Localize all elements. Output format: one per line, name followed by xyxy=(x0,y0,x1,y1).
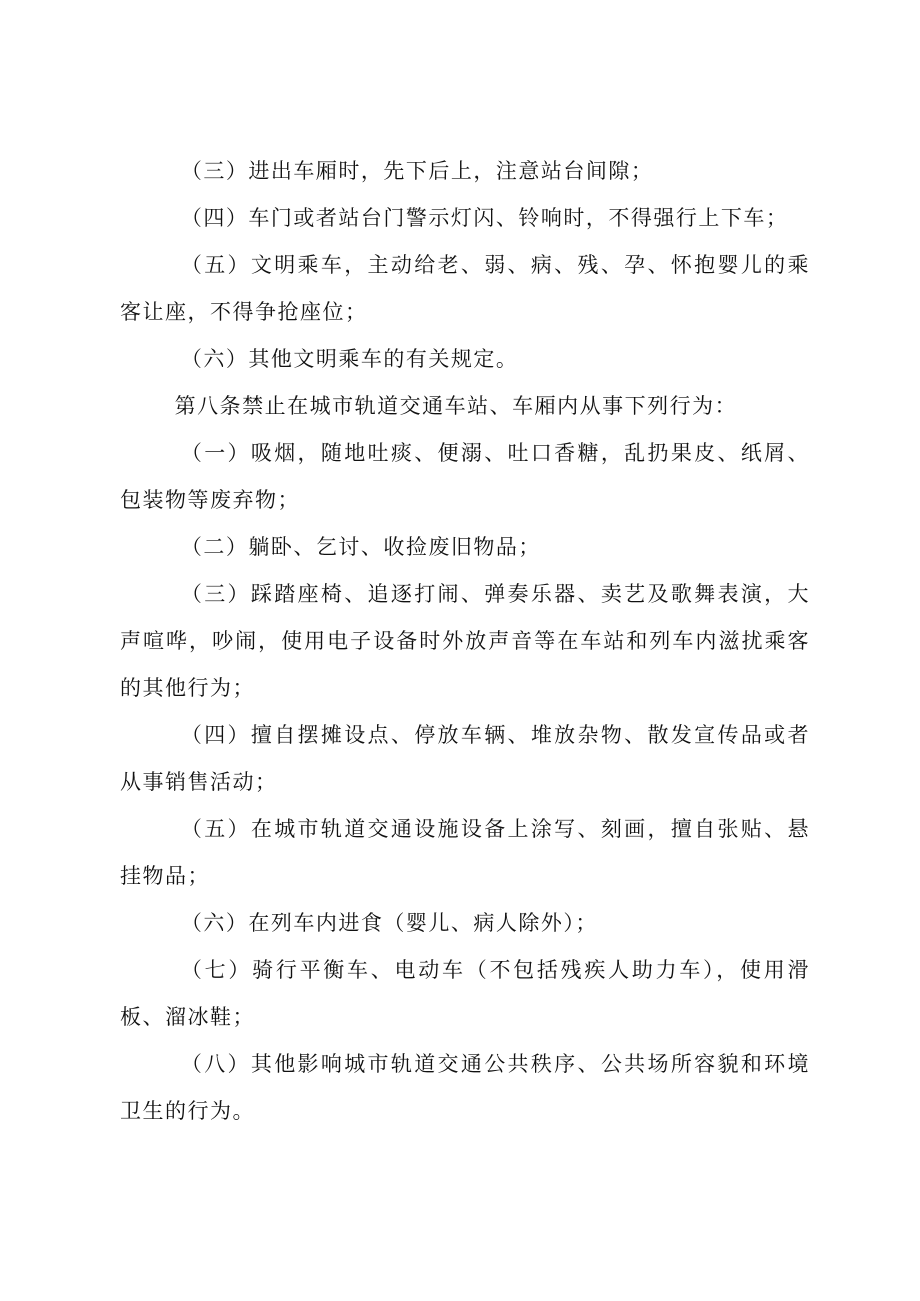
prohibition-5-graffiti-posting: （五）在城市轨道交通设施设备上涂写、刻画，擅自张贴、悬挂物品； xyxy=(120,817,810,888)
prohibition-8-other-behaviors: （八）其他影响城市轨道交通公共秩序、公共场所容貌和环境卫生的行为。 xyxy=(120,1052,810,1123)
clause-5-offer-seat: （五）文明乘车，主动给老、弱、病、残、孕、怀抱婴儿的乘客让座，不得争抢座位； xyxy=(120,253,810,324)
document-body xyxy=(120,148,810,1135)
prohibition-6-eating: （六）在列车内进食（婴儿、病人除外）； xyxy=(180,911,598,935)
prohibition-2-lying-begging: （二）躺卧、乞讨、收捡废旧物品； xyxy=(180,535,541,559)
prohibition-4-stalls-selling: （四）擅自摆摊设点、停放车辆、堆放杂物、散发宣传品或者从事销售活动； xyxy=(120,723,810,794)
prohibition-3-disturbing-passengers: （三）踩踏座椅、追逐打闹、弹奏乐器、卖艺及歌舞表演，大声喧哗，吵闹，使用电子设备时外放声音等在车站和列车内滋扰乘客的其他行为； xyxy=(120,582,810,700)
article-8-heading: 第八条禁止在城市轨道交通车站、车厢内从事下列行为： xyxy=(174,394,738,418)
clause-4-door-warning: （四）车门或者站台门警示灯闪、铃响时，不得强行上下车； xyxy=(180,206,789,230)
prohibition-7-riding-vehicles: （七）骑行平衡车、电动车（不包括残疾人助力车），使用滑板、溜冰鞋； xyxy=(120,958,810,1029)
clause-3-boarding-order: （三）进出车厢时，先下后上，注意站台间隙； xyxy=(180,159,654,183)
prohibition-1-smoking-littering: （一）吸烟，随地吐痰、便溺、吐口香糖，乱扔果皮、纸屑、包装物等废弃物； xyxy=(120,441,810,512)
clause-6-other-rules: （六）其他文明乘车的有关规定。 xyxy=(180,347,519,371)
